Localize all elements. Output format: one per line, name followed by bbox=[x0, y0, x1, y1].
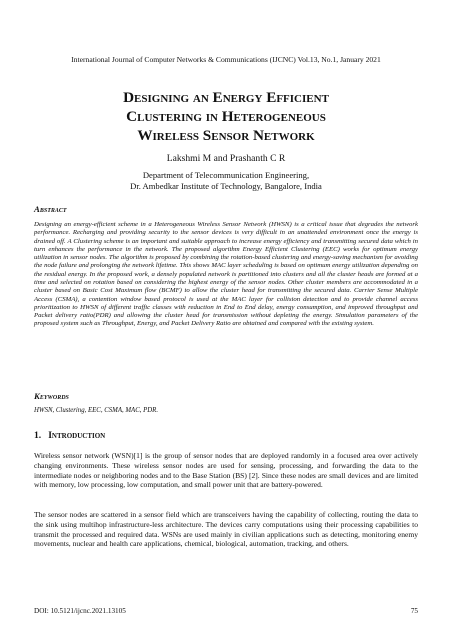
journal-header: International Journal of Computer Networks & Communications (IJCNC) Vol.13, No.1, January 2021 bbox=[71, 55, 381, 64]
author-list: Lakshmi M and Prashanth C R bbox=[166, 153, 286, 164]
affiliation bbox=[0, 170, 452, 192]
paper-title bbox=[40, 88, 412, 145]
doi-text: DOI: 10.5121/ijcnc.2021.13105 bbox=[34, 607, 126, 615]
intro-paragraph-1: Wireless sensor network (WSN)[1] is the group of sensor nodes that are deployed randomly in a focused area over actively changing environments. These wireless sensor nodes are used for sensing, processing, and forwarding the data to the intermediate nodes or neighboring nodes and to the Base Station (BS) [2]. Since these nodes are small devices and are limited with memory, low processing, low computation, and small power unit that are battery-powered. bbox=[34, 451, 418, 490]
section-number: 1. bbox=[34, 430, 42, 441]
keywords-heading: Keywords bbox=[34, 391, 69, 401]
affiliation-department: Department of Telecommunication Engineering, bbox=[142, 170, 310, 180]
title-line-1: Designing an Energy Efficient bbox=[123, 89, 329, 106]
abstract-body: Designing an energy-efficient scheme in a Heterogeneous Wireless Sensor Network (HWSN) is a critical issue that degrades the network performance. Recharging and providing security to the sensor devices is very difficult in an unattended environment once the energy is drained off. A Clustering scheme is an important and suitable approach to increase energy efficiency and transmitting secured data which in turn enhances the performance in the network. The proposed algorithm Energy Efficient Clustering (EEC) works for optimum energy utilization in sensor nodes. The algorithm is proposed by combining the rotation-based clustering and energy-saving mechanism for avoiding the node failure and prolonging the network lifetime. This shows MAC layer scheduling is based on optimum energy utilization depending on the residual energy. In the proposed work, a densely populated network is partitioned into clusters and all the cluster heads are formed at a time and selected on rotation based on considering the highest energy of the sensor nodes. Other cluster members are accommodated in a cluster based on Basic Cost Maximum flow (BCMF) to allow the cluster head for transmitting the secured data. Carrier Sense Multiple Access (CSMA), a contention window based protocol is used at the MAC layer for collision detection and to provide channel access prioritization to HWSN of different traffic classes with reduction in End to End delay, energy consumption, and improved throughput and Packet delivery ratio(PDR) and allowing the cluster head for transmission without depleting the energy. Simulation parameters of the proposed system such as Throughput, Energy, and Packet Delivery Ratio are obtained and compared with the existing system. bbox=[34, 221, 418, 328]
title-line-2: Clustering in Heterogeneous bbox=[126, 108, 326, 125]
section-title: Introduction bbox=[48, 430, 106, 441]
affiliation-institute: Dr. Ambedkar Institute of Technology, Bangalore, India bbox=[130, 181, 322, 191]
title-line-3: Wireless Sensor Network bbox=[137, 127, 315, 144]
keywords-list: HWSN, Clustering, EEC, CSMA, MAC, PDR. bbox=[34, 407, 159, 414]
introduction-heading bbox=[34, 430, 105, 441]
intro-paragraph-2: The sensor nodes are scattered in a sensor field which are transceivers having the capability of collecting, routing the data to the sink using multihop infrastructure-less architecture. The devices carry computations using their processing capabilities to transmit the processed and required data. WSNs are used mainly in civilian applications such as detecting, monitoring enemy movements, nuclear and health care applications, chemical, biological, automation, tracking, and others. bbox=[34, 510, 418, 549]
abstract-heading: Abstract bbox=[34, 204, 67, 214]
page-number: 75 bbox=[410, 607, 418, 615]
